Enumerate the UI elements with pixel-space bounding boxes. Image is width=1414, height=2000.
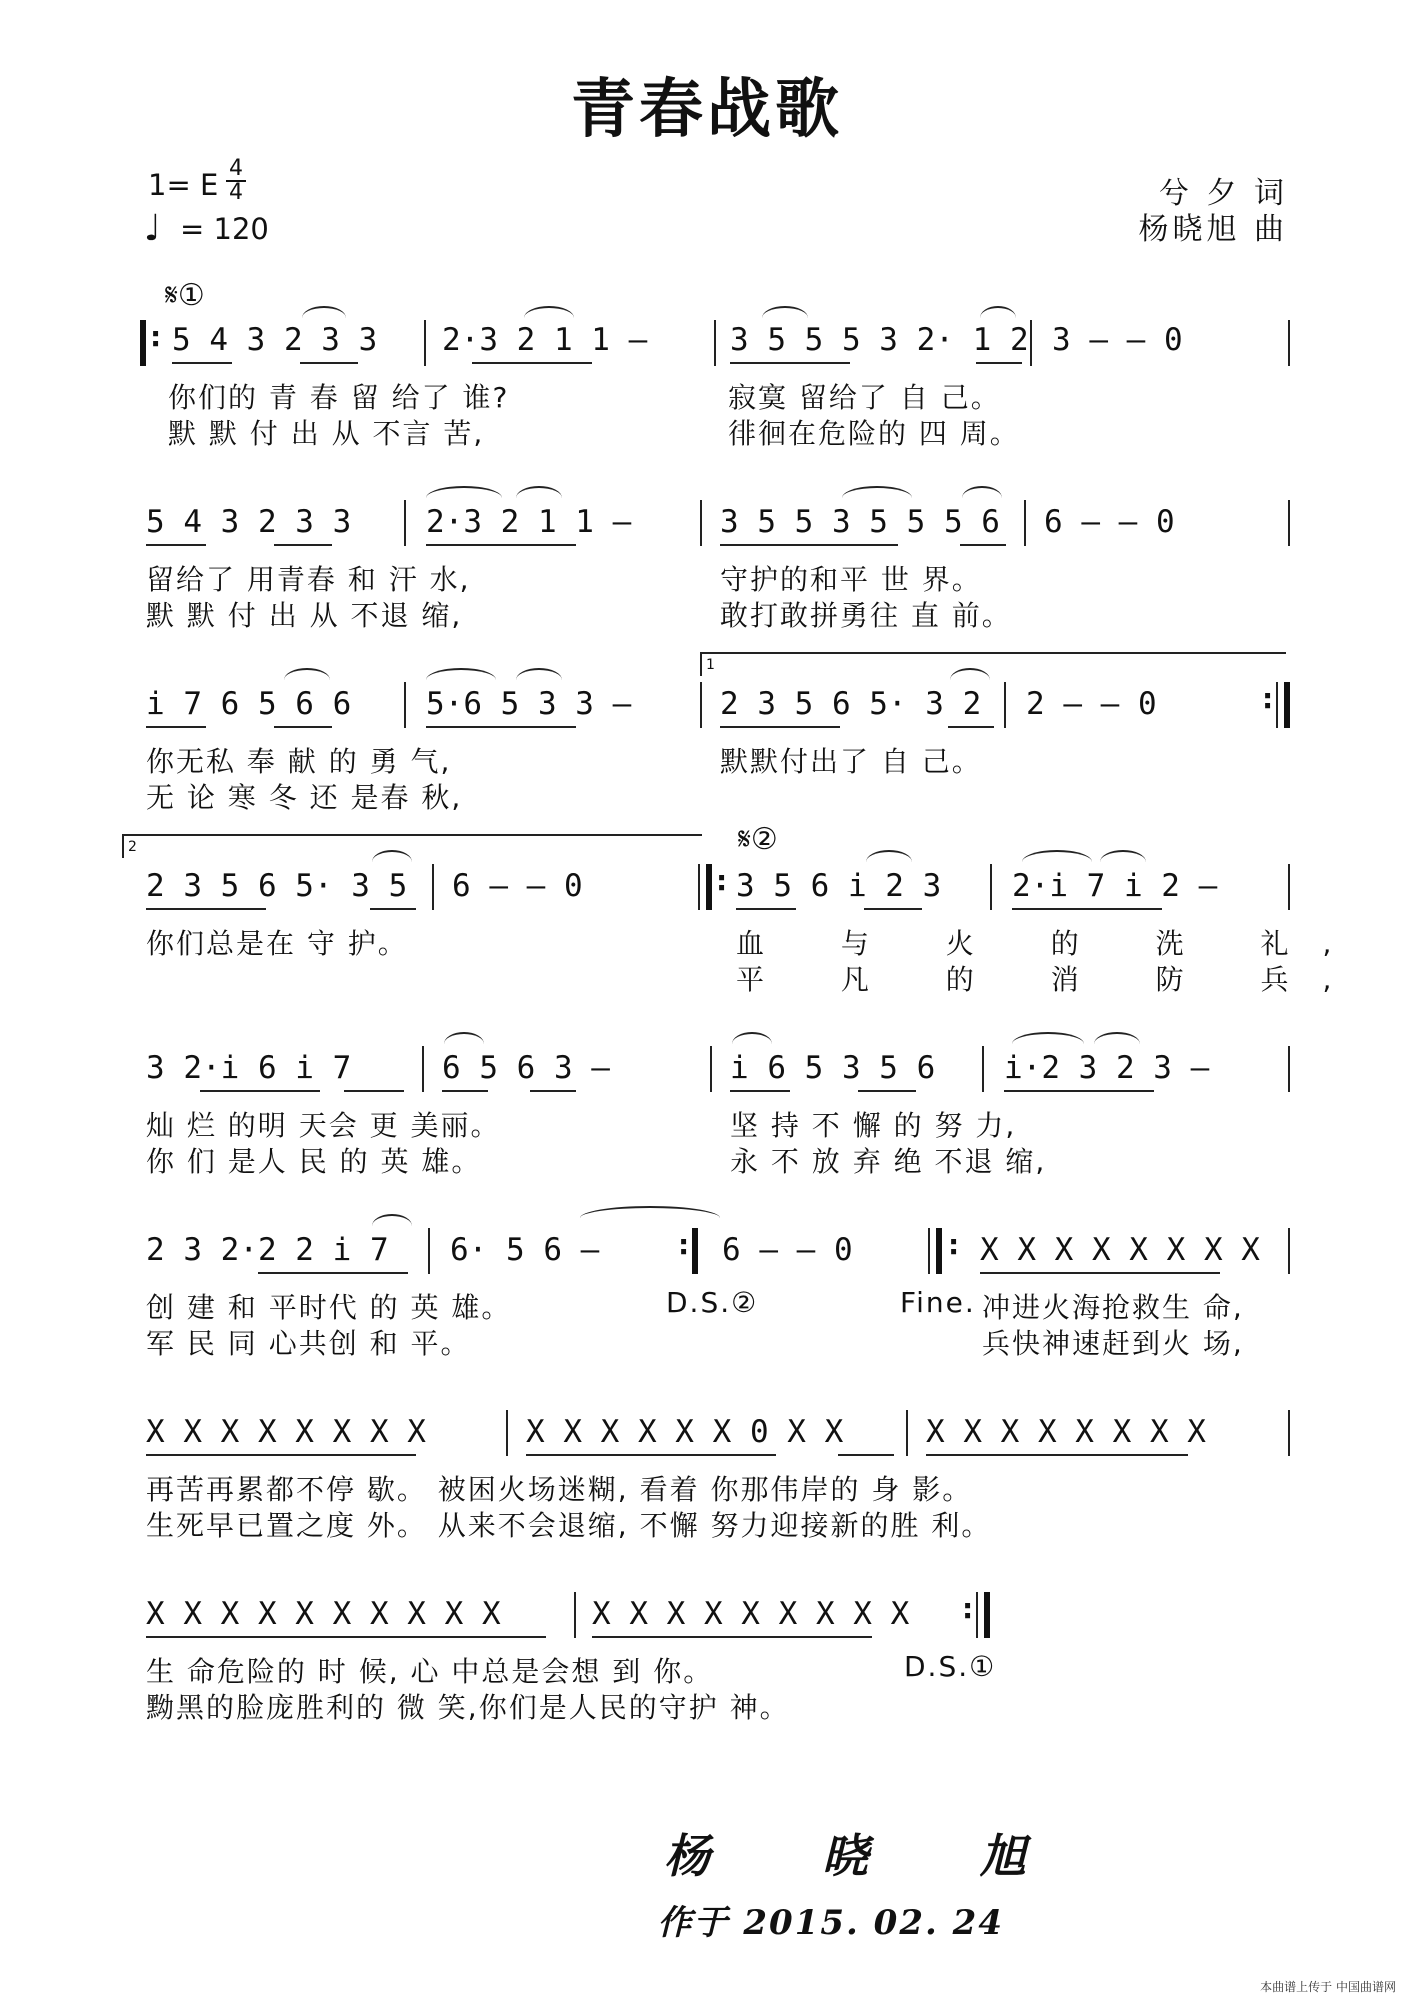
volta-number: 1 bbox=[706, 657, 715, 673]
measure: X X X X X X X X X bbox=[592, 1596, 910, 1632]
barline bbox=[428, 1228, 430, 1274]
lyric-line: 你 们 是人 民 的 英 雄。 bbox=[146, 1145, 482, 1178]
slur bbox=[524, 306, 574, 318]
barline bbox=[1288, 1228, 1290, 1274]
lyric-line: 坚 持 不 懈 的 努 力, bbox=[730, 1109, 1017, 1142]
repeat-end-bar bbox=[1284, 682, 1290, 728]
measure: X X X X X X X X bbox=[926, 1414, 1206, 1450]
underline bbox=[300, 362, 358, 364]
lyric-line: 创 建 和 平时代 的 英 雄。 bbox=[146, 1291, 512, 1324]
underline bbox=[274, 544, 332, 546]
slur bbox=[372, 1214, 412, 1226]
lyric-line: 默默付出了 自 己。 bbox=[720, 745, 982, 778]
barline bbox=[1288, 864, 1290, 910]
composer-signature: 杨 晓 旭 bbox=[663, 1829, 1074, 1883]
underline bbox=[720, 544, 898, 546]
measure: 3 5 5 5 3 2· 1 2 bbox=[730, 322, 1029, 358]
slur bbox=[866, 850, 912, 862]
ds-2-mark: D.S.② bbox=[666, 1286, 759, 1319]
underline bbox=[838, 1454, 894, 1456]
measure: 3 2·i 6 i 7 bbox=[146, 1050, 352, 1086]
lyric-line: 灿 烂 的明 天会 更 美丽。 bbox=[146, 1109, 501, 1142]
repeat-dots: : bbox=[948, 1228, 960, 1261]
tempo: = 120 bbox=[180, 212, 269, 246]
underline bbox=[258, 1272, 408, 1274]
measure: 2 3 2·2 2 i 7 bbox=[146, 1232, 389, 1268]
barline bbox=[404, 682, 406, 728]
time-sig-bottom: 4 bbox=[226, 180, 246, 204]
site-watermark: 本曲谱上传于 中国曲谱网 bbox=[1260, 1980, 1396, 1994]
lyric-line: 生 命危险的 时 候, 心 中总是会想 到 你。 bbox=[146, 1655, 714, 1688]
volta-bracket-1 bbox=[700, 652, 1286, 676]
lyric-line: 你们的 青 春 留 给了 谁? bbox=[168, 381, 510, 414]
measure: 2·i 7 i 2 – bbox=[1012, 868, 1218, 904]
measure: 6 5 6 3 – bbox=[442, 1050, 610, 1086]
slur bbox=[732, 1032, 772, 1044]
time-sig-top: 4 bbox=[229, 156, 243, 181]
barline bbox=[906, 1410, 908, 1456]
repeat-dots: : bbox=[962, 1592, 974, 1625]
volta-number: 2 bbox=[128, 839, 137, 855]
tie bbox=[580, 1206, 720, 1218]
slur bbox=[426, 486, 502, 498]
barline bbox=[714, 320, 716, 366]
measure: 3 5 6 i 2 3 bbox=[736, 868, 942, 904]
measure: 5 4 3 2 3 3 bbox=[172, 322, 378, 358]
lyric-line: 默 默 付 出 从 不退 缩, bbox=[146, 599, 463, 632]
quarter-note-icon: ♩ bbox=[144, 208, 161, 249]
underline bbox=[344, 1090, 404, 1092]
segno-2-mark: 𝄋② bbox=[738, 822, 778, 857]
measure: X X X X X X 0 X X bbox=[526, 1414, 844, 1450]
measure: i·2 3 2 3 – bbox=[1004, 1050, 1210, 1086]
slur bbox=[1094, 1032, 1140, 1044]
barline bbox=[1024, 500, 1026, 546]
measure: 3 5 5 3 5 5 5 6 bbox=[720, 504, 1000, 540]
barline bbox=[1288, 1410, 1290, 1456]
measure: 6 – – 0 bbox=[452, 868, 583, 904]
underline bbox=[442, 1090, 488, 1092]
repeat-dots: : bbox=[716, 864, 728, 897]
time-signature bbox=[226, 158, 246, 204]
slur bbox=[284, 668, 330, 680]
underline bbox=[370, 908, 416, 910]
underline bbox=[948, 726, 994, 728]
slur bbox=[426, 668, 496, 680]
underline bbox=[592, 1636, 872, 1638]
lyric-line: 永 不 放 弃 绝 不退 缩, bbox=[730, 1145, 1047, 1178]
segno-1-mark: 𝄋① bbox=[165, 278, 205, 313]
slur bbox=[980, 306, 1016, 318]
lyric-line: 兵快神速赶到火 场, bbox=[982, 1327, 1244, 1360]
barline bbox=[574, 1592, 576, 1638]
lyric-line: 冲进火海抢救生 命, bbox=[982, 1291, 1244, 1324]
measure: 6 – – 0 bbox=[1044, 504, 1175, 540]
repeat-dots: : bbox=[150, 320, 162, 353]
lyric-line: 生死早已置之度 外。 从来不会退缩, 不懈 努力迎接新的胜 利。 bbox=[146, 1509, 992, 1542]
barline bbox=[422, 1046, 424, 1092]
measure: X X X X X X X X X X bbox=[146, 1596, 501, 1632]
barline bbox=[928, 1228, 930, 1274]
underline bbox=[172, 362, 232, 364]
measure: i 7 6 5 6 6 bbox=[146, 686, 352, 722]
slur bbox=[1022, 850, 1092, 862]
slur bbox=[302, 306, 346, 318]
underline bbox=[146, 1636, 546, 1638]
barline bbox=[698, 864, 700, 910]
lyric-line: 你们总是在 守 护。 bbox=[146, 927, 408, 960]
underline bbox=[976, 362, 1022, 364]
measure: X X X X X X X X bbox=[980, 1232, 1260, 1268]
barline bbox=[404, 500, 406, 546]
lyric-line: 黝黑的脸庞胜利的 微 笑,你们是人民的守护 神。 bbox=[146, 1691, 790, 1724]
underline bbox=[146, 1454, 416, 1456]
barline bbox=[976, 1592, 978, 1638]
lyric-line: 敢打敢拼勇往 直 前。 bbox=[720, 599, 1012, 632]
underline bbox=[200, 1090, 320, 1092]
repeat-end-bar bbox=[692, 1228, 698, 1274]
measure: 2 – – 0 bbox=[1026, 686, 1157, 722]
lyric-line: 再苦再累都不停 歇。 被困火场迷糊, 看着 你那伟岸的 身 影。 bbox=[146, 1473, 973, 1506]
underline bbox=[146, 726, 206, 728]
barline bbox=[424, 320, 426, 366]
slur bbox=[1012, 1032, 1084, 1044]
underline bbox=[146, 908, 266, 910]
barline bbox=[1288, 500, 1290, 546]
repeat-end-bar bbox=[984, 1592, 990, 1638]
underline bbox=[274, 726, 332, 728]
lyric-line: 血 与 火 的 洗 礼, bbox=[736, 927, 1366, 960]
barline bbox=[1004, 682, 1006, 728]
slur bbox=[842, 486, 912, 498]
underline bbox=[980, 1272, 1220, 1274]
lyric-line: 守护的和平 世 界。 bbox=[720, 563, 982, 596]
lyric-line: 你无私 奉 献 的 勇 气, bbox=[146, 745, 452, 778]
underline bbox=[146, 544, 206, 546]
slur bbox=[762, 306, 808, 318]
barline bbox=[700, 500, 702, 546]
measure: X X X X X X X X bbox=[146, 1414, 426, 1450]
underline bbox=[926, 1454, 1188, 1456]
measure: 2·3 2 1 1 – bbox=[442, 322, 648, 358]
underline bbox=[526, 1454, 776, 1456]
volta-bracket-2 bbox=[122, 834, 702, 858]
underline bbox=[1012, 908, 1162, 910]
key-signature: 1= E bbox=[148, 168, 219, 202]
underline bbox=[1004, 1090, 1154, 1092]
measure: 3 – – 0 bbox=[1052, 322, 1183, 358]
fine-mark: Fine. bbox=[900, 1286, 976, 1319]
barline bbox=[990, 864, 992, 910]
barline bbox=[1288, 1046, 1290, 1092]
lyric-line: 徘徊在危险的 四 周。 bbox=[728, 417, 1020, 450]
underline bbox=[426, 544, 576, 546]
underline bbox=[730, 1090, 790, 1092]
barline bbox=[506, 1410, 508, 1456]
lyric-line: 军 民 同 心共创 和 平。 bbox=[146, 1327, 471, 1360]
underline bbox=[472, 362, 592, 364]
measure: 2 3 5 6 5· 3 2 bbox=[720, 686, 982, 722]
repeat-dots: : bbox=[1262, 682, 1274, 715]
measure: 2·3 2 1 1 – bbox=[426, 504, 632, 540]
barline bbox=[1030, 320, 1032, 366]
slur bbox=[516, 668, 562, 680]
slur bbox=[444, 1032, 484, 1044]
lyricist: 兮 夕 词 bbox=[1158, 176, 1288, 211]
measure: 2 3 5 6 5· 3 5 bbox=[146, 868, 408, 904]
slur bbox=[1100, 850, 1146, 862]
lyric-line: 默 默 付 出 从 不言 苦, bbox=[168, 417, 485, 450]
repeat-dots: : bbox=[678, 1228, 690, 1261]
measure: 5·6 5 3 3 – bbox=[426, 686, 632, 722]
barline bbox=[982, 1046, 984, 1092]
page-title: 青春战歌 bbox=[571, 73, 843, 147]
underline bbox=[736, 908, 796, 910]
repeat-start-bar bbox=[936, 1228, 942, 1274]
measure: 6 – – 0 bbox=[722, 1232, 853, 1268]
lyric-line: 寂寞 留给了 自 己。 bbox=[728, 381, 1001, 414]
lyric-line: 留给了 用青春 和 汗 水, bbox=[146, 563, 471, 596]
underline bbox=[960, 544, 1006, 546]
lyric-line: 无 论 寒 冬 还 是春 秋, bbox=[146, 781, 463, 814]
barline bbox=[1288, 320, 1290, 366]
composition-date: 作于 2015. 02. 24 bbox=[657, 1903, 1004, 1943]
barline bbox=[1276, 682, 1278, 728]
underline bbox=[864, 908, 922, 910]
underline bbox=[426, 726, 576, 728]
barline bbox=[432, 864, 434, 910]
composer: 杨晓旭 曲 bbox=[1138, 212, 1288, 247]
measure: i 6 5 3 5 6 bbox=[730, 1050, 936, 1086]
slur bbox=[516, 486, 562, 498]
measure: 5 4 3 2 3 3 bbox=[146, 504, 352, 540]
repeat-start-bar bbox=[706, 864, 712, 910]
underline bbox=[858, 1090, 916, 1092]
barline bbox=[710, 1046, 712, 1092]
lyric-line: 平 凡 的 消 防 兵, bbox=[736, 963, 1366, 996]
underline bbox=[730, 362, 850, 364]
underline bbox=[530, 1090, 576, 1092]
measure: 6· 5 6 – bbox=[450, 1232, 600, 1268]
underline bbox=[720, 726, 840, 728]
slur bbox=[962, 486, 1002, 498]
barline bbox=[700, 682, 702, 728]
ds-1-mark: D.S.① bbox=[904, 1650, 997, 1683]
repeat-start-bar bbox=[140, 320, 146, 366]
